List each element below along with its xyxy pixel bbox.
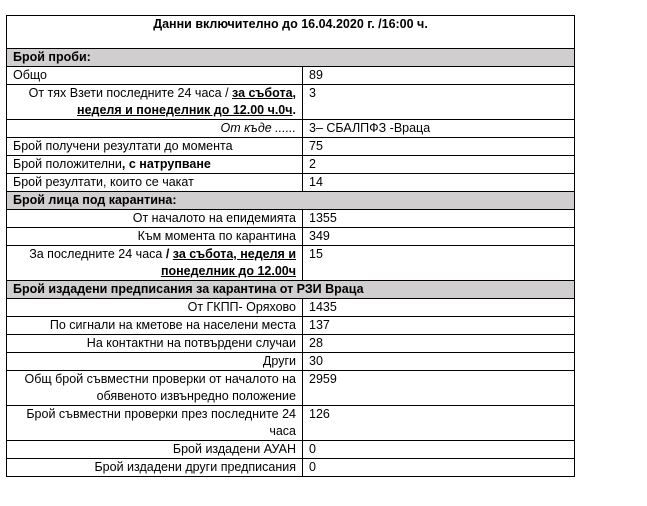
label-bold: / [165,247,173,261]
row-label: От ГКПП- Оряхово [7,299,303,317]
covid-report-table [6,15,575,477]
row-label: Брой издадени други предписания [7,459,303,477]
row-value: 75 [303,138,575,156]
row-value: 137 [303,317,575,335]
row-value: 89 [303,67,575,85]
label-emphasis: за събота, неделя и понеделник до 12.00ч [160,247,296,278]
row-label: Към момента по карантина [7,228,303,246]
row-value: 3 [303,85,575,120]
row-value: 349 [303,228,575,246]
label-text: За последните 24 часа [29,247,166,261]
row-value: 3– СБАЛПФЗ -Враца [303,120,575,138]
table-row [7,228,575,246]
row-value: 14 [303,174,575,192]
table-row [7,174,575,192]
table-row [7,335,575,353]
row-label: Брой съвместни проверки през последните 24 часа [7,406,303,441]
row-value: 15 [303,246,575,281]
row-value: 1435 [303,299,575,317]
row-label: Общо [7,67,303,85]
row-value: 2 [303,156,575,174]
label-tail: . [292,103,296,117]
table-row [7,85,575,120]
table-row [7,120,575,138]
row-label: Брой резултати, които се чакат [7,174,303,192]
row-label: От къде ...... [7,120,303,138]
table-row [7,353,575,371]
section-header-row [7,281,575,299]
row-value: 28 [303,335,575,353]
row-value: 1355 [303,210,575,228]
row-label [7,85,303,120]
row-value: 0 [303,459,575,477]
table-row [7,210,575,228]
table-row [7,406,575,441]
title-row [7,16,575,49]
table-row [7,67,575,85]
row-label [7,246,303,281]
row-label: На контактни на потвърдени случаи [7,335,303,353]
section-header-row [7,49,575,67]
row-label: Брой издадени АУАН [7,441,303,459]
row-value: 2959 [303,371,575,406]
label-text: Брой положителни [13,157,122,171]
row-label: Брой получени резултати до момента [7,138,303,156]
row-value: 126 [303,406,575,441]
row-label: От началото на епидемията [7,210,303,228]
row-value: 0 [303,441,575,459]
label-text: От тях Взети последните 24 часа / [28,86,233,100]
row-label: Други [7,353,303,371]
report-title: Данни включително до 16.04.2020 г. /16:00 ч. [7,16,575,49]
table-row [7,317,575,335]
row-value: 30 [303,353,575,371]
table-row [7,459,575,477]
table-row [7,246,575,281]
row-label: Общ брой съвместни проверки от началото на обявеното извънредно положение [7,371,303,406]
section-header-row [7,192,575,210]
row-label: По сигнали на кметове на населени места [7,317,303,335]
table-row [7,371,575,406]
label-emphasis: за събота, неделя и понеделник до 12.00 ч.0ч [77,86,296,117]
table-row [7,299,575,317]
table-row [7,441,575,459]
row-label [7,156,303,174]
label-bold: , с натрупване [121,157,211,171]
section-heading-samples: Брой проби: [7,49,575,67]
table-row [7,138,575,156]
section-heading-prescriptions: Брой издадени предписания за карантина от РЗИ Враца [7,281,575,299]
section-heading-quarantine: Брой лица под карантина: [7,192,575,210]
table-row [7,156,575,174]
